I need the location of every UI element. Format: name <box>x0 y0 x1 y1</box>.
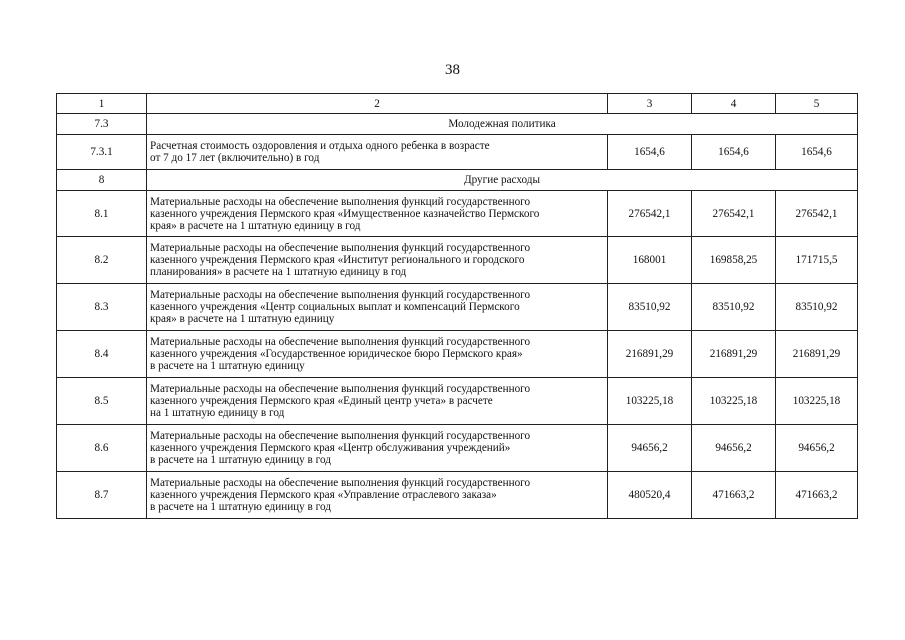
description-line: в расчете на 1 штатную единицу в год <box>150 454 331 466</box>
value-col4: 169858,25 <box>692 237 776 284</box>
description-line: на 1 штатную единицу в год <box>150 407 285 419</box>
row-code: 8.4 <box>57 331 147 378</box>
row-code: 8.2 <box>57 237 147 284</box>
table-row <box>57 237 858 284</box>
description-line: Материальные расходы на обеспечение выполнения функций государственного <box>150 477 531 489</box>
section-title: Молодежная политика <box>147 114 858 135</box>
value-col4: 1654,6 <box>692 135 776 170</box>
row-code: 8 <box>57 170 147 191</box>
value-col5: 276542,1 <box>776 191 858 237</box>
description-line: Материальные расходы на обеспечение выполнения функций государственного <box>150 242 531 254</box>
section-row <box>57 170 858 191</box>
description-line: казенного учреждения Пермского края «Имущественное казначейство Пермского <box>150 207 540 220</box>
value-col3: 94656,2 <box>608 425 692 472</box>
description-line: казенного учреждения Пермского края «Институт регионального и городского <box>150 254 525 266</box>
description-line: края» в расчете на 1 штатную единицу в год <box>150 219 361 232</box>
norms-table <box>56 93 858 519</box>
description-line: Материальные расходы на обеспечение выполнения функций государственного <box>150 430 531 442</box>
table-row <box>57 284 858 331</box>
row-description <box>147 472 608 519</box>
description-line: Материальные расходы на обеспечение выполнения функций государственного <box>150 383 531 395</box>
table-row <box>57 425 858 472</box>
row-code: 8.3 <box>57 284 147 331</box>
value-col4: 94656,2 <box>692 425 776 472</box>
row-code: 7.3 <box>57 114 147 135</box>
header-cell: 4 <box>692 94 776 114</box>
table-row <box>57 135 858 170</box>
page-number: 38 <box>445 62 460 78</box>
description-line: казенного учреждения Пермского края «Центр обслуживания учреждений» <box>150 442 511 454</box>
description-line: Материальные расходы на обеспечение выполнения функций государственного <box>150 289 531 301</box>
value-col5: 103225,18 <box>776 378 858 425</box>
value-col4: 276542,1 <box>692 191 776 237</box>
description-line: Расчетная стоимость оздоровления и отдыха одного ребенка в возрасте <box>150 140 490 152</box>
description-line: края» в расчете на 1 штатную единицу <box>150 313 335 325</box>
value-col5: 83510,92 <box>776 284 858 331</box>
value-col5: 1654,6 <box>776 135 858 170</box>
header-cell: 2 <box>147 94 608 114</box>
header-cell: 5 <box>776 94 858 114</box>
value-col5: 471663,2 <box>776 472 858 519</box>
table-row <box>57 191 858 237</box>
value-col3: 83510,92 <box>608 284 692 331</box>
value-col3: 276542,1 <box>608 191 692 237</box>
row-description <box>147 191 608 237</box>
row-description <box>147 378 608 425</box>
description-line: казенного учреждения Пермского края «Управление отраслевого заказа» <box>150 489 497 501</box>
value-col3: 168001 <box>608 237 692 284</box>
row-code: 8.1 <box>57 191 147 237</box>
description-line: в расчете на 1 штатную единицу <box>150 360 305 372</box>
description-line: казенного учреждения «Государственное юридическое бюро Пермского края» <box>150 348 523 360</box>
value-col4: 83510,92 <box>692 284 776 331</box>
row-description <box>147 331 608 378</box>
value-col4: 471663,2 <box>692 472 776 519</box>
description-line: Материальные расходы на обеспечение выполнения функций государственного <box>150 195 531 208</box>
section-row <box>57 114 858 135</box>
value-col3: 103225,18 <box>608 378 692 425</box>
value-col3: 216891,29 <box>608 331 692 378</box>
header-cell: 1 <box>57 94 147 114</box>
table-row <box>57 378 858 425</box>
value-col4: 216891,29 <box>692 331 776 378</box>
table-header-row <box>57 94 858 114</box>
value-col3: 480520,4 <box>608 472 692 519</box>
value-col4: 103225,18 <box>692 378 776 425</box>
description-line: казенного учреждения «Центр социальных выплат и компенсаций Пермского <box>150 301 520 313</box>
table-row <box>57 472 858 519</box>
row-description <box>147 135 608 170</box>
description-line: Материальные расходы на обеспечение выполнения функций государственного <box>150 336 531 348</box>
value-col3: 1654,6 <box>608 135 692 170</box>
row-code: 8.7 <box>57 472 147 519</box>
description-line: от 7 до 17 лет (включительно) в год <box>150 152 320 164</box>
description-line: казенного учреждения Пермского края «Единый центр учета» в расчете <box>150 395 493 407</box>
header-cell: 3 <box>608 94 692 114</box>
row-code: 8.5 <box>57 378 147 425</box>
value-col5: 216891,29 <box>776 331 858 378</box>
row-description <box>147 237 608 284</box>
section-title: Другие расходы <box>147 170 858 191</box>
row-code: 7.3.1 <box>57 135 147 170</box>
row-description <box>147 425 608 472</box>
description-line: в расчете на 1 штатную единицу в год <box>150 501 331 513</box>
value-col5: 94656,2 <box>776 425 858 472</box>
row-code: 8.6 <box>57 425 147 472</box>
row-description <box>147 284 608 331</box>
table-row <box>57 331 858 378</box>
description-line: планирования» в расчете на 1 штатную единицу в год <box>150 266 407 278</box>
value-col5: 171715,5 <box>776 237 858 284</box>
